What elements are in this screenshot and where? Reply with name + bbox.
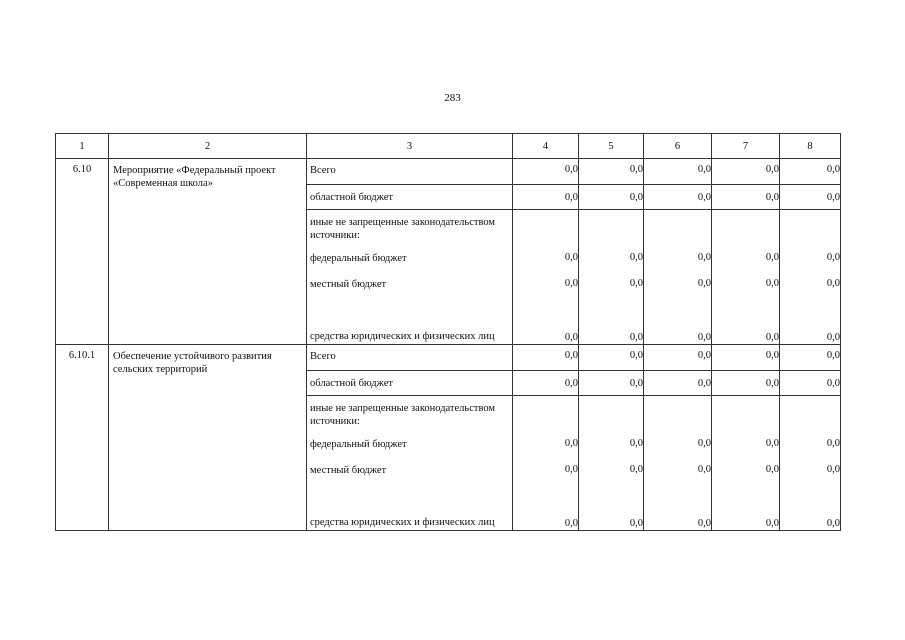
funding-source: федеральный бюджет	[307, 250, 513, 276]
header-cell-6: 6	[644, 134, 712, 159]
value-cell-col-5: 0,0	[579, 462, 644, 488]
value-cell-col-7: 0,0	[712, 462, 780, 488]
funding-source: местный бюджет	[307, 462, 513, 488]
value-cell-col-7	[712, 396, 780, 436]
value-cell-col-4: 0,0	[513, 488, 579, 531]
funding-source: средства юридических и физических лиц	[307, 302, 513, 345]
value-cell-col-8: 0,0	[780, 276, 841, 302]
header-cell-2: 2	[109, 134, 307, 159]
value-cell-col-8: 0,0	[780, 436, 841, 462]
funding-source: областной бюджет	[307, 185, 513, 210]
value-cell-col-8: 0,0	[780, 345, 841, 371]
funding-source: иные не запрещенные законодательством источники:	[307, 396, 513, 436]
value-cell-col-8: 0,0	[780, 488, 841, 531]
item-name: Обеспечение устойчивого развития сельских территорий	[109, 345, 307, 531]
value-cell-col-6: 0,0	[644, 159, 712, 185]
value-cell-col-7: 0,0	[712, 276, 780, 302]
value-cell-col-5: 0,0	[579, 185, 644, 210]
value-cell-col-4: 0,0	[513, 371, 579, 396]
value-cell-col-4: 0,0	[513, 185, 579, 210]
item-code: 6.10.1	[56, 345, 109, 531]
funding-source: областной бюджет	[307, 371, 513, 396]
funding-source: федеральный бюджет	[307, 436, 513, 462]
value-cell-col-5: 0,0	[579, 436, 644, 462]
value-cell-col-6: 0,0	[644, 488, 712, 531]
value-cell-col-7: 0,0	[712, 302, 780, 345]
funding-source: средства юридических и физических лиц	[307, 488, 513, 531]
value-cell-col-8: 0,0	[780, 185, 841, 210]
page-number: 283	[444, 92, 461, 104]
header-cell-7: 7	[712, 134, 780, 159]
funding-source: Всего	[307, 159, 513, 185]
value-cell-col-7: 0,0	[712, 488, 780, 531]
funding-source: иные не запрещенные законодательством источники:	[307, 210, 513, 250]
value-cell-col-5	[579, 396, 644, 436]
value-cell-col-4: 0,0	[513, 159, 579, 185]
header-cell-4: 4	[513, 134, 579, 159]
value-cell-col-4: 0,0	[513, 276, 579, 302]
value-cell-col-6: 0,0	[644, 250, 712, 276]
header-cell-5: 5	[579, 134, 644, 159]
budget-table	[55, 133, 841, 531]
value-cell-col-6: 0,0	[644, 185, 712, 210]
value-cell-col-5	[579, 210, 644, 250]
value-cell-col-8: 0,0	[780, 302, 841, 345]
value-cell-col-4: 0,0	[513, 302, 579, 345]
table-body	[56, 159, 841, 531]
item-name: Мероприятие «Федеральный проект «Современная школа»	[109, 159, 307, 345]
value-cell-col-7: 0,0	[712, 159, 780, 185]
value-cell-col-7	[712, 210, 780, 250]
value-cell-col-5: 0,0	[579, 276, 644, 302]
value-cell-col-4	[513, 210, 579, 250]
funding-source: местный бюджет	[307, 276, 513, 302]
value-cell-col-8	[780, 210, 841, 250]
value-cell-col-6: 0,0	[644, 276, 712, 302]
value-cell-col-7: 0,0	[712, 436, 780, 462]
value-cell-col-4: 0,0	[513, 462, 579, 488]
value-cell-col-5: 0,0	[579, 488, 644, 531]
value-cell-col-8: 0,0	[780, 159, 841, 185]
value-cell-col-5: 0,0	[579, 371, 644, 396]
value-cell-col-5: 0,0	[579, 250, 644, 276]
value-cell-col-7: 0,0	[712, 371, 780, 396]
table-row	[56, 159, 841, 185]
funding-source: Всего	[307, 345, 513, 371]
value-cell-col-4: 0,0	[513, 345, 579, 371]
value-cell-col-6	[644, 210, 712, 250]
value-cell-col-7: 0,0	[712, 250, 780, 276]
value-cell-col-6: 0,0	[644, 462, 712, 488]
value-cell-col-5: 0,0	[579, 159, 644, 185]
header-cell-8: 8	[780, 134, 841, 159]
value-cell-col-6: 0,0	[644, 436, 712, 462]
value-cell-col-6	[644, 396, 712, 436]
value-cell-col-8: 0,0	[780, 371, 841, 396]
value-cell-col-7: 0,0	[712, 345, 780, 371]
value-cell-col-8: 0,0	[780, 250, 841, 276]
value-cell-col-5: 0,0	[579, 345, 644, 371]
header-cell-3: 3	[307, 134, 513, 159]
value-cell-col-7: 0,0	[712, 185, 780, 210]
value-cell-col-4: 0,0	[513, 436, 579, 462]
item-code: 6.10	[56, 159, 109, 345]
table-row	[56, 345, 841, 371]
header-cell-1: 1	[56, 134, 109, 159]
value-cell-col-5: 0,0	[579, 302, 644, 345]
value-cell-col-8: 0,0	[780, 462, 841, 488]
value-cell-col-4: 0,0	[513, 250, 579, 276]
value-cell-col-6: 0,0	[644, 302, 712, 345]
value-cell-col-6: 0,0	[644, 345, 712, 371]
header-row	[56, 134, 841, 159]
value-cell-col-6: 0,0	[644, 371, 712, 396]
value-cell-col-4	[513, 396, 579, 436]
value-cell-col-8	[780, 396, 841, 436]
